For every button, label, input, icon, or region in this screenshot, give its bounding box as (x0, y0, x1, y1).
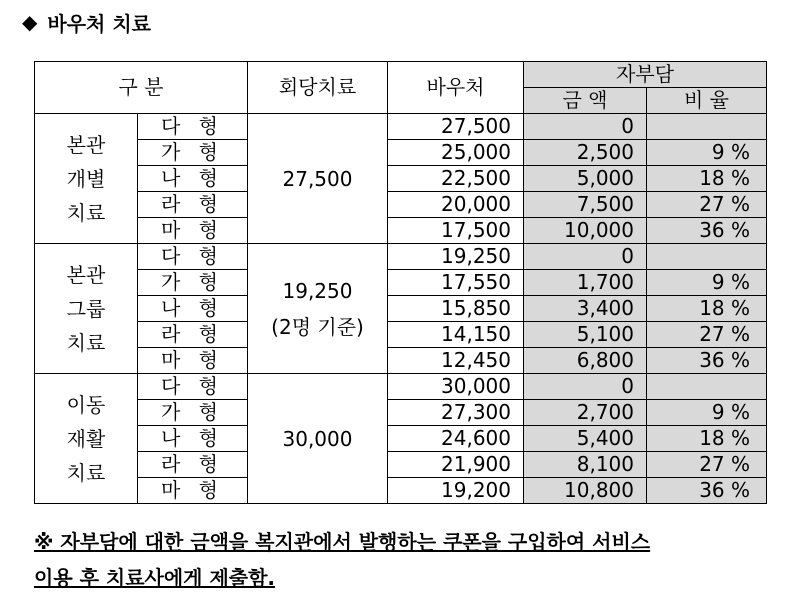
type-cell: 가 형 (138, 140, 248, 166)
footnote-line: 이용 후 치료사에게 제출함. (34, 566, 276, 590)
voucher-table (34, 61, 767, 504)
type-cell: 라 형 (138, 322, 248, 348)
group-name-line: 본관 (66, 262, 106, 287)
voucher-cell: 12,450 (388, 348, 524, 374)
type-cell: 라 형 (138, 452, 248, 478)
group-name-line: 이동 (66, 392, 106, 417)
table-row (35, 374, 767, 400)
type-cell: 마 형 (138, 478, 248, 504)
type-cell: 나 형 (138, 426, 248, 452)
header-session-fee: 회당치료 (248, 62, 388, 114)
diamond-icon: ◆ (22, 10, 38, 34)
type-cell: 가 형 (138, 400, 248, 426)
voucher-cell: 21,900 (388, 452, 524, 478)
copay-ratio-cell: 36 % (647, 478, 767, 504)
copay-amount-cell: 1,700 (524, 270, 647, 296)
session-fee-line: 27,500 (282, 166, 353, 191)
type-cell: 가 형 (138, 270, 248, 296)
copay-ratio-cell: 9 % (647, 140, 767, 166)
voucher-cell: 25,000 (388, 140, 524, 166)
group-name-line: 재활 (66, 426, 106, 451)
voucher-cell: 30,000 (388, 374, 524, 400)
session-fee-line: (2명 기준) (271, 314, 364, 339)
copay-ratio-cell (647, 244, 767, 270)
copay-ratio-cell: 9 % (647, 400, 767, 426)
group-name (35, 114, 138, 244)
type-cell: 다 형 (138, 374, 248, 400)
copay-amount-cell: 0 (524, 374, 647, 400)
group-name-line: 그룹 (66, 296, 106, 321)
type-cell: 다 형 (138, 114, 248, 140)
voucher-cell: 19,200 (388, 478, 524, 504)
group-name-line: 개별 (66, 166, 106, 191)
table-row (35, 140, 767, 166)
voucher-cell: 20,000 (388, 192, 524, 218)
voucher-cell: 17,500 (388, 218, 524, 244)
group-name-line: 치료 (66, 330, 106, 355)
voucher-cell: 24,600 (388, 426, 524, 452)
copay-ratio-cell: 27 % (647, 192, 767, 218)
copay-ratio-cell: 27 % (647, 452, 767, 478)
type-cell: 마 형 (138, 218, 248, 244)
table-row (35, 322, 767, 348)
table-row (35, 478, 767, 504)
copay-amount-cell: 8,100 (524, 452, 647, 478)
table-row (35, 348, 767, 374)
copay-amount-cell: 10,800 (524, 478, 647, 504)
type-cell: 마 형 (138, 348, 248, 374)
copay-ratio-cell: 18 % (647, 166, 767, 192)
table-row (35, 452, 767, 478)
header-ratio: 비 율 (647, 88, 767, 114)
session-fee-line: 30,000 (282, 426, 353, 451)
copay-amount-cell: 0 (524, 244, 647, 270)
copay-amount-cell: 7,500 (524, 192, 647, 218)
table-header-row (35, 62, 767, 88)
copay-ratio-cell: 27 % (647, 322, 767, 348)
copay-amount-cell: 3,400 (524, 296, 647, 322)
copay-amount-cell: 6,800 (524, 348, 647, 374)
copay-amount-cell: 5,100 (524, 322, 647, 348)
table-row (35, 218, 767, 244)
group-name (35, 244, 138, 374)
type-cell: 나 형 (138, 166, 248, 192)
copay-ratio-cell (647, 114, 767, 140)
voucher-cell: 14,150 (388, 322, 524, 348)
type-cell: 다 형 (138, 244, 248, 270)
copay-amount-cell: 5,400 (524, 426, 647, 452)
copay-ratio-cell: 36 % (647, 218, 767, 244)
group-name-line: 치료 (66, 200, 106, 225)
copay-amount-cell: 10,000 (524, 218, 647, 244)
session-fee-cell (248, 244, 388, 374)
copay-amount-cell: 2,700 (524, 400, 647, 426)
table-row (35, 426, 767, 452)
type-cell: 나 형 (138, 296, 248, 322)
voucher-cell: 15,850 (388, 296, 524, 322)
voucher-cell: 19,250 (388, 244, 524, 270)
voucher-cell: 27,500 (388, 114, 524, 140)
header-category: 구 분 (35, 62, 248, 114)
header-amount: 금 액 (524, 88, 647, 114)
page-title (22, 6, 151, 38)
table-row (35, 400, 767, 426)
group-name-line: 본관 (66, 132, 106, 157)
footnote-line: ※ 자부담에 대한 금액을 복지관에서 발행하는 쿠폰을 구입하여 서비스 (34, 530, 651, 554)
table-row (35, 192, 767, 218)
table-row (35, 296, 767, 322)
voucher-cell: 27,300 (388, 400, 524, 426)
copay-amount-cell: 5,000 (524, 166, 647, 192)
copay-amount-cell: 0 (524, 114, 647, 140)
header-voucher: 바우처 (388, 62, 524, 114)
voucher-cell: 22,500 (388, 166, 524, 192)
copay-ratio-cell (647, 374, 767, 400)
table-row (35, 244, 767, 270)
copay-ratio-cell: 18 % (647, 296, 767, 322)
copay-ratio-cell: 9 % (647, 270, 767, 296)
copay-amount-cell: 2,500 (524, 140, 647, 166)
footnote (34, 524, 764, 596)
header-copay: 자부담 (524, 62, 767, 88)
voucher-cell: 17,550 (388, 270, 524, 296)
session-fee-cell (248, 374, 388, 504)
group-name (35, 374, 138, 504)
table-row (35, 166, 767, 192)
session-fee-line: 19,250 (282, 278, 353, 303)
group-name-line: 치료 (66, 460, 106, 485)
copay-ratio-cell: 18 % (647, 426, 767, 452)
copay-ratio-cell: 36 % (647, 348, 767, 374)
page-title-text: 바우처 치료 (47, 11, 151, 36)
type-cell: 라 형 (138, 192, 248, 218)
table-row (35, 114, 767, 140)
session-fee-cell (248, 114, 388, 244)
table-row (35, 270, 767, 296)
